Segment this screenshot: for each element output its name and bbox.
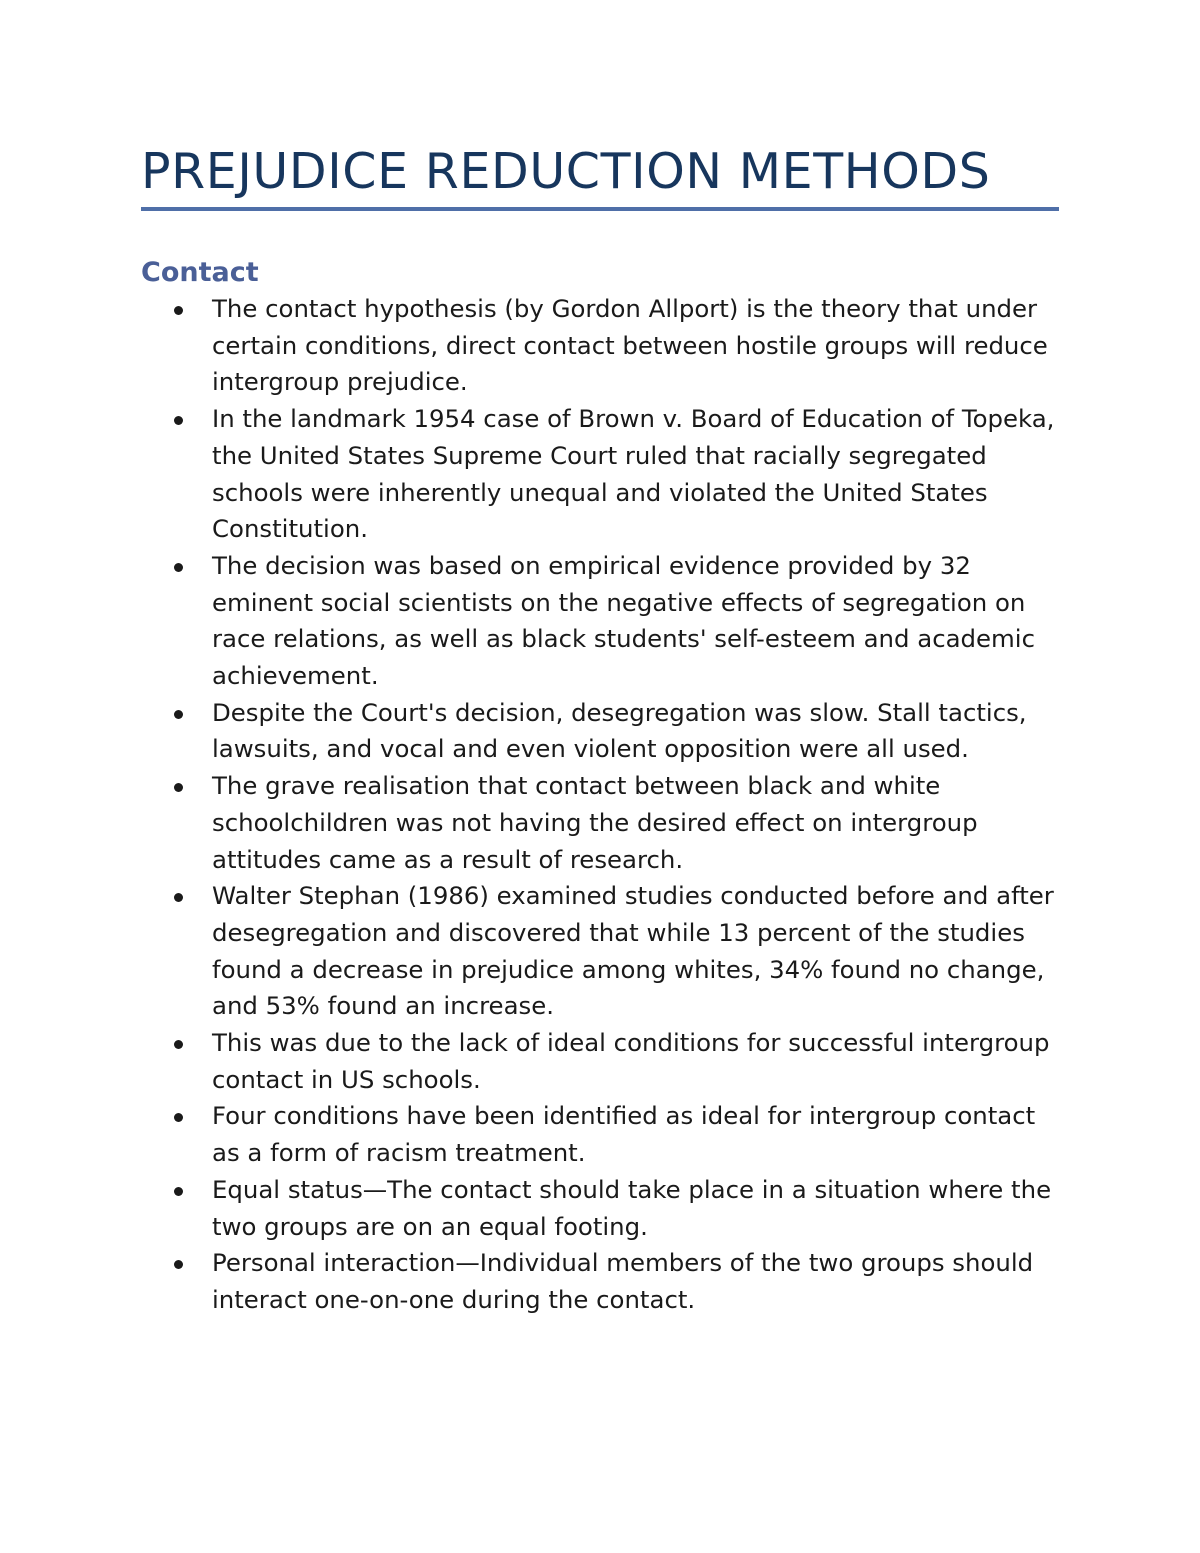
bullet-icon (174, 1040, 183, 1049)
document-title: PREJUDICE REDUCTION METHODS (141, 143, 991, 200)
list-item (141, 1025, 1066, 1098)
section-heading-contact: Contact (141, 257, 259, 288)
bullet-text: This was due to the lack of ideal conditions for successful intergroup contact in US schools. (212, 1028, 1050, 1094)
bullet-text: Equal status—The contact should take place in a situation where the two groups are on an equal footing. (212, 1174, 1052, 1241)
bullet-text: The decision was based on empirical evidence provided by 32 eminent social scientists on the negative effects of segregation on race relations, as well as black students' self-esteem and academic achievement. (212, 550, 1035, 691)
bullet-icon (174, 1187, 183, 1196)
bullet-icon (174, 710, 183, 719)
list-item (141, 291, 1066, 401)
list-item (141, 1098, 1066, 1171)
list-item (141, 768, 1066, 878)
bullet-list (141, 291, 1066, 1319)
list-item (141, 878, 1066, 1025)
bullet-icon (174, 1113, 183, 1122)
list-item (141, 1172, 1066, 1245)
bullet-icon (174, 563, 183, 572)
bullet-icon (174, 783, 183, 792)
list-item (141, 1245, 1066, 1318)
bullet-text: In the landmark 1954 case of Brown v. Board of Education of Topeka, the United States Supreme Court ruled that racially segregated schools were inherently unequal and violated the United States Constitution. (212, 404, 1055, 544)
bullet-text: Despite the Court's decision, desegregation was slow. Stall tactics, lawsuits, and vocal and even violent opposition were all used. (212, 697, 1027, 764)
list-item (141, 695, 1066, 768)
bullet-text: The contact hypothesis (by Gordon Allport) is the theory that under certain conditions, direct contact between hostile groups will reduce intergroup prejudice. (212, 294, 1048, 397)
bullet-icon (174, 893, 183, 902)
title-underline-rule (141, 207, 1059, 211)
list-item (141, 548, 1066, 695)
bullet-text: The grave realisation that contact between black and white schoolchildren was not having the desired effect on intergroup attitudes came as a result of research. (212, 771, 978, 874)
bullet-text: Personal interaction—Individual members of the two groups should interact one-on-one during the contact. (212, 1248, 1034, 1314)
bullet-text: Four conditions have been identified as ideal for intergroup contact as a form of racism treatment. (212, 1101, 1036, 1168)
list-item (141, 401, 1066, 548)
bullet-icon (174, 306, 183, 315)
bullet-icon (174, 1260, 183, 1269)
bullet-text: Walter Stephan (1986) examined studies conducted before and after desegregation and discovered that while 13 percent of the studies found a decrease in prejudice among whites, 34% found no change, and 53% found an increase. (212, 881, 1054, 1021)
bullet-icon (174, 416, 183, 425)
